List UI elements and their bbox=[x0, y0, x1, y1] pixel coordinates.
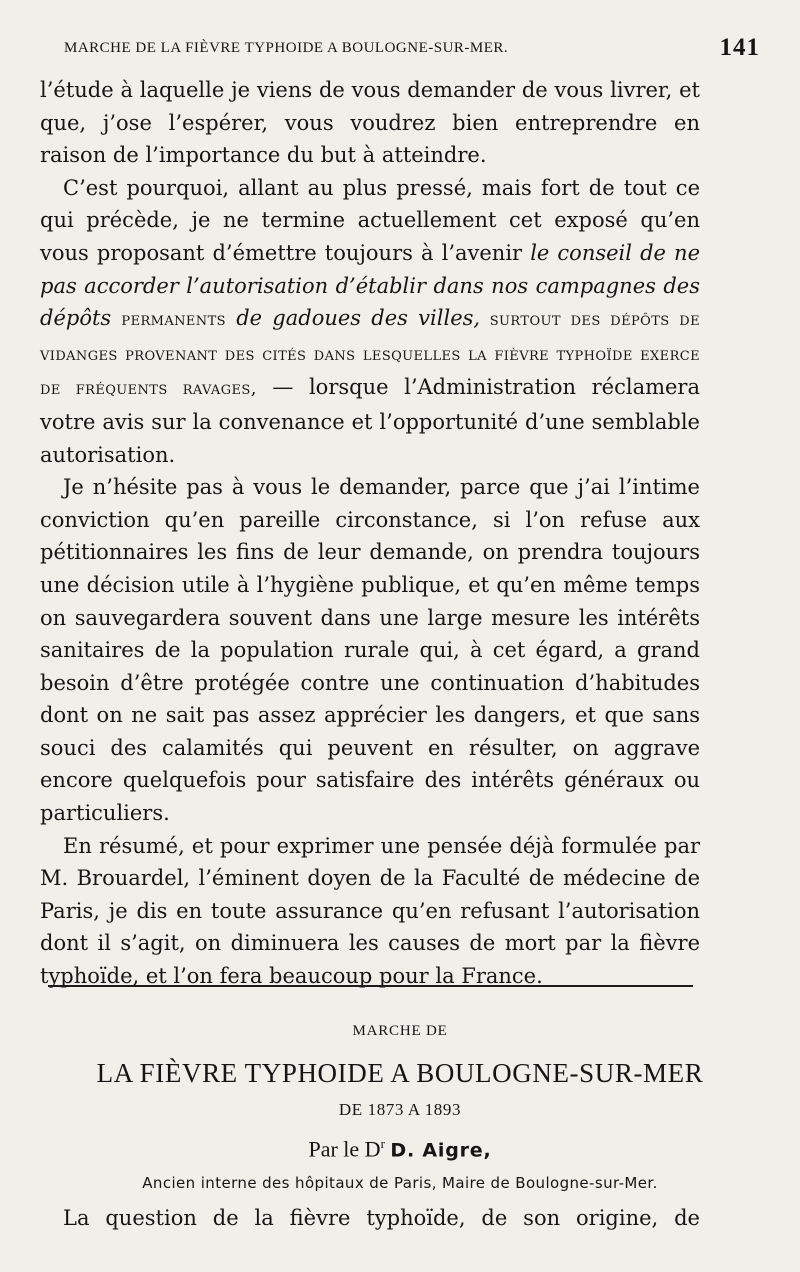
paragraph-2-text-b: — lorsque l’Administration réclamera votre avis sur la convenance et l’opportunité d’une semblable autorisation. bbox=[40, 375, 700, 467]
body-text bbox=[40, 74, 700, 993]
running-title: MARCHE DE LA FIÈVRE TYPHOIDE A BOULOGNE-SUR-MER. bbox=[64, 40, 509, 56]
running-head bbox=[40, 34, 760, 64]
paragraph-2-text-a: C’est pourquoi, allant au plus pressé, mais fort de tout ce qui précède, je ne termine actuellement cet exposé qu’en vous proposant d’émettre toujours à l’avenir bbox=[40, 175, 700, 265]
article-dates: DE 1873 A 1893 bbox=[338, 1100, 462, 1119]
author-prefix: Par le D bbox=[308, 1136, 381, 1162]
paragraph-2-smallcaps-2: surtout des dépôts de vidanges provenant des cités dans lesquelles la fièvre typhoïde exerce de fréquents ravages, bbox=[40, 309, 700, 400]
paragraph-2-smallcaps-1: permanents bbox=[121, 309, 226, 331]
paragraph-1: l’étude à laquelle je viens de vous demander de vous livrer, et que, j’ose l’espérer, vous voudrez bien entreprendre en raison de l’importance du but à atteindre. bbox=[40, 78, 700, 168]
article-first-line: La question de la fièvre typhoïde, de son origine, de bbox=[63, 1206, 700, 1230]
author-affiliation: Ancien interne des hôpitaux de Paris, Maire de Boulogne-sur-Mer. bbox=[142, 1174, 658, 1193]
paragraph-4: En résumé, et pour exprimer une pensée déjà formulée par M. Brouardel, l’éminent doyen de la Faculté de médecine de Paris, je dis en toute assurance qu’en refusant l’autorisation dont il s’agit, on diminuera les causes de mort par la fièvre typhoïde, et l’on fera beaucoup pour la France. bbox=[40, 833, 700, 989]
paragraph-2 bbox=[40, 172, 700, 471]
article-pre-title: MARCHE DE bbox=[352, 1023, 448, 1039]
page-number: 141 bbox=[719, 34, 760, 61]
paragraph-3: Je n’hésite pas à vous le demander, parce que j’ai l’intime conviction qu’en pareille circonstance, si l’on refuse aux pétitionnaires les fins de leur demande, on prendra toujours une décision utile à l’hygiène publique, et qu’en même temps on sauvegardera souvent dans une large mesure les intérêts sanitaires de la population rurale qui, à cet égard, a grand besoin d’être protégée contre une continuation d’habitudes dont on ne sait pas assez apprécier les dangers, et que sans souci des calamités qui peuvent en résulter, on aggrave encore quelquefois pour satisfaire des intérêts généraux ou particuliers. bbox=[40, 475, 700, 826]
section-divider bbox=[48, 985, 693, 987]
author-name: D. Aigre, bbox=[390, 1139, 492, 1162]
article-title: LA FIÈVRE TYPHOIDE A BOULOGNE-SUR-MER bbox=[96, 1058, 704, 1088]
author-prefix-sup: r bbox=[380, 1136, 385, 1151]
article-heading bbox=[40, 1018, 760, 1196]
paragraph-2-italic: le conseil de ne pas accorder l’autorisation d’établir dans nos campagnes des dépôts bbox=[40, 240, 701, 331]
article-author bbox=[40, 1126, 760, 1168]
paragraph-2-italic-2: de gadoues des villes, bbox=[225, 306, 481, 331]
